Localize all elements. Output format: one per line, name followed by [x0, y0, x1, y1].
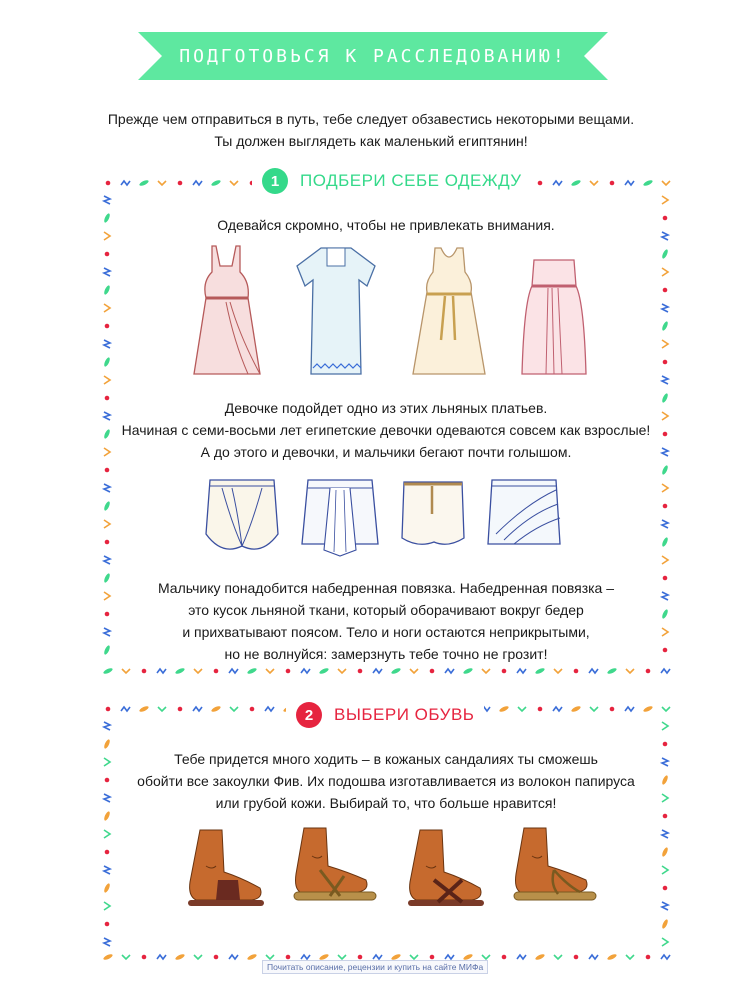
ornament-motif [104, 340, 110, 348]
ornament-motif [214, 955, 219, 960]
ornament-motif [661, 321, 669, 332]
ornament-motif [373, 955, 382, 959]
ornament-motif [178, 707, 183, 712]
ornament-motif [662, 484, 668, 492]
ornament-motif [463, 667, 474, 675]
ornament-motif [103, 501, 111, 512]
dress-illustration [518, 242, 590, 382]
ornament-motif [430, 669, 435, 674]
ornament-motif [662, 196, 668, 204]
ornament-motif [410, 955, 418, 959]
ornament-motif [121, 181, 130, 185]
ornament-motif [662, 794, 668, 802]
ornament-motif [502, 955, 507, 960]
ornament-motif [662, 722, 668, 730]
ornament-motif [266, 955, 274, 959]
ornament-motif [250, 707, 255, 712]
ornament-motif [265, 707, 274, 711]
ornament-motif [103, 883, 111, 894]
ornament-motif [663, 742, 668, 747]
ornament-motif [663, 216, 668, 221]
ornament-motif [157, 955, 166, 959]
ornament-motif [662, 556, 668, 564]
ornament-motif [574, 669, 579, 674]
footer-link[interactable]: Почитать описание, рецензии и купить на сайте МИФа [262, 960, 488, 974]
ornament-motif [103, 667, 114, 675]
ornament-motif [178, 181, 183, 186]
ornament-motif [662, 938, 668, 946]
ornament-motif [574, 955, 579, 960]
ornament-motif [103, 213, 111, 224]
ornament-motif [538, 181, 543, 186]
ornament-motif [554, 955, 562, 959]
ornament-motif [211, 705, 222, 713]
ornament-motif [663, 886, 668, 891]
ornament-motif [590, 181, 598, 185]
ornament-motif [157, 669, 166, 673]
ornament-motif [518, 707, 526, 711]
ornament-motif [517, 955, 526, 959]
ornament-motif [286, 669, 291, 674]
ornament-motif [139, 705, 150, 713]
ornament-motif [158, 181, 166, 185]
dress-illustration [190, 242, 262, 382]
loincloths-illustration [202, 474, 562, 560]
ornament-motif [499, 705, 510, 713]
sandal-illustration [510, 826, 600, 912]
ornament-motif [662, 866, 668, 874]
ornament-motif [158, 707, 166, 711]
text-line: Тебе придется много ходить – в кожаных сандалиях ты сможешь [174, 751, 598, 767]
ornament-motif [661, 249, 669, 260]
ornament-motif [338, 669, 346, 673]
ornament-motif [286, 955, 291, 960]
ornament-motif [662, 340, 668, 348]
ornament-motif [553, 707, 562, 711]
ornament-motif [139, 179, 150, 187]
ornament-motif [104, 722, 110, 730]
dress-illustration [291, 242, 381, 382]
loincloth-illustration [486, 474, 562, 558]
ornament-motif [662, 707, 670, 711]
text-line: и прихватывают поясом. Тело и ноги остаются неприкрытыми, [182, 624, 590, 640]
ornament-motif [661, 955, 670, 959]
ornament-motif [535, 953, 546, 961]
ornament-motif [662, 520, 668, 528]
ornament-motif [661, 465, 669, 476]
ornament-motif [104, 866, 110, 874]
ornament-motif [661, 537, 669, 548]
loincloth-illustration [202, 474, 282, 558]
text-line: Начиная с семи-восьми лет египетские девочки одеваются совсем как взрослые! [121, 422, 651, 438]
ornament-motif [105, 922, 110, 927]
ornament-motif [662, 830, 668, 838]
ornament-motif [106, 707, 111, 712]
ornament-motif [104, 484, 110, 492]
ornament-motif [502, 669, 507, 674]
text-line: Мальчику понадобится набедренная повязка. Набедренная повязка – [157, 580, 615, 596]
ornament-motif [391, 667, 402, 675]
ornament-motif [663, 576, 668, 581]
ornament-motif [301, 955, 310, 959]
sandals-illustration [182, 826, 600, 912]
ornament-motif [104, 376, 110, 384]
ornament-motif [661, 669, 670, 673]
text-line: А до этого и девочки, и мальчики бегают почти голышом. [200, 444, 572, 460]
ornament-motif [373, 669, 382, 673]
page-title: ПОДГОТОВЬСЯ К РАССЛЕДОВАНИЮ! [179, 45, 567, 67]
ornament-motif [301, 669, 310, 673]
ornament-motif [607, 667, 618, 675]
ornament-motif [103, 357, 111, 368]
ornament-motif [194, 955, 202, 959]
ornament-motif [104, 938, 110, 946]
ornament-motif [663, 360, 668, 365]
text-line: Девочке подойдет одно из этих льняных платьев. [224, 400, 548, 416]
ornament-motif [482, 955, 490, 959]
clothes-section-header [252, 168, 532, 194]
ornament-motif [105, 324, 110, 329]
shoes-description [110, 748, 662, 814]
ornament-motif [103, 285, 111, 296]
ornament-motif [319, 667, 330, 675]
ornament-motif [626, 669, 634, 673]
ornament-motif [358, 955, 363, 960]
ornament-motif [662, 902, 668, 910]
ornament-motif [662, 758, 668, 766]
ornament-motif [230, 707, 238, 711]
ornament-motif [646, 955, 651, 960]
ornament-motif [663, 648, 668, 653]
ornament-motif [193, 707, 202, 711]
section-title: ВЫБЕРИ ОБУВЬ [334, 705, 475, 724]
sandal-illustration [402, 826, 488, 912]
ornament-motif [661, 775, 669, 786]
ornament-motif [430, 955, 435, 960]
ornament-motif [104, 304, 110, 312]
ornament-motif [104, 268, 110, 276]
dress-illustration [409, 242, 489, 382]
ornament-motif [193, 181, 202, 185]
text-line: это кусок льняной ткани, который оборачивают вокруг бедер [188, 602, 584, 618]
ornament-motif [103, 953, 114, 961]
ornament-motif [663, 504, 668, 509]
intro-text [60, 108, 682, 152]
ornament-motif [358, 669, 363, 674]
ornament-motif [646, 669, 651, 674]
ornament-motif [662, 628, 668, 636]
ornament-motif [229, 669, 238, 673]
ornament-motif [104, 196, 110, 204]
ornament-motif [607, 953, 618, 961]
ornament-motif [211, 179, 222, 187]
ornament-motif [121, 707, 130, 711]
ornament-motif [663, 288, 668, 293]
ornament-motif [610, 707, 615, 712]
ornament-motif [610, 181, 615, 186]
intro-line: Ты должен выглядеть как маленький египтянин! [214, 133, 528, 149]
sandal-illustration [290, 826, 380, 912]
ornament-motif [230, 181, 238, 185]
title-banner [138, 28, 608, 84]
ornament-motif [105, 540, 110, 545]
ornament-motif [175, 953, 186, 961]
ornament-motif [662, 304, 668, 312]
sandal-illustration [182, 826, 268, 912]
ornament-motif [535, 667, 546, 675]
ornament-motif [104, 232, 110, 240]
ornament-motif [338, 955, 346, 959]
text-line: или грубой кожи. Выбирай то, что больше нравится! [215, 795, 557, 811]
ornament-motif [105, 396, 110, 401]
ornament-motif [104, 902, 110, 910]
loincloth-description [110, 577, 662, 665]
ornament-motif [662, 181, 670, 185]
ornament-motif [105, 468, 110, 473]
ornament-motif [661, 847, 669, 858]
ornament-motif [553, 181, 562, 185]
ornament-motif [247, 953, 258, 961]
ornament-motif [105, 612, 110, 617]
loincloth-illustration [300, 474, 380, 558]
ornament-motif [106, 181, 111, 186]
ornament-motif [247, 667, 258, 675]
ornament-motif [661, 919, 669, 930]
text-line: обойти все закоулки Фив. Их подошва изготавливается из волокон папируса [137, 773, 635, 789]
dresses-illustration [190, 242, 590, 384]
ornament-motif [663, 814, 668, 819]
ornament-motif [105, 252, 110, 257]
clothes-subtitle: Одевайся скромно, чтобы не привлекать внимания. [217, 217, 555, 233]
ornament-motif [175, 667, 186, 675]
dresses-description [110, 397, 662, 463]
ornament-motif [410, 669, 418, 673]
section-number-badge: 1 [262, 168, 288, 194]
loincloth-illustration [398, 474, 468, 558]
ornament-motif [445, 669, 454, 673]
ornament-motif [105, 850, 110, 855]
ornament-motif [643, 179, 654, 187]
ornament-motif [662, 268, 668, 276]
ornament-motif [661, 609, 669, 620]
ornament-motif [662, 376, 668, 384]
ornament-motif [229, 955, 238, 959]
ornament-motif [662, 232, 668, 240]
ornament-motif [214, 669, 219, 674]
ornament-motif [517, 669, 526, 673]
ornament-motif [105, 778, 110, 783]
ornament-motif [643, 705, 654, 713]
ornament-motif [194, 669, 202, 673]
ornament-motif [122, 955, 130, 959]
ornament-motif [625, 181, 634, 185]
ornament-motif [625, 707, 634, 711]
ornament-motif [626, 955, 634, 959]
ornament-motif [104, 556, 110, 564]
ornament-motif [661, 393, 669, 404]
ornament-motif [104, 830, 110, 838]
ornament-motif [589, 955, 598, 959]
shoes-section-header [286, 702, 484, 728]
ornament-motif [538, 707, 543, 712]
section-title: ПОДБЕРИ СЕБЕ ОДЕЖДУ [300, 171, 522, 190]
ornament-motif [142, 955, 147, 960]
ornament-motif [266, 669, 274, 673]
ornament-motif [554, 669, 562, 673]
ornament-motif [662, 448, 668, 456]
ornament-motif [482, 669, 490, 673]
section-number-badge: 2 [296, 702, 322, 728]
ornament-motif [589, 669, 598, 673]
ornament-motif [571, 705, 582, 713]
text-line: но не волнуйся: замерзнуть тебе точно не грозит! [224, 646, 548, 662]
intro-line: Прежде чем отправиться в путь, тебе следует обзавестись некоторыми вещами. [107, 111, 635, 127]
ornament-motif [104, 520, 110, 528]
ornament-motif [445, 955, 454, 959]
ornament-motif [663, 432, 668, 437]
ornament-motif [142, 669, 147, 674]
ornament-motif [590, 707, 598, 711]
ornament-motif [122, 669, 130, 673]
ornament-motif [571, 179, 582, 187]
ornament-motif [662, 592, 668, 600]
ornament-motif [662, 412, 668, 420]
